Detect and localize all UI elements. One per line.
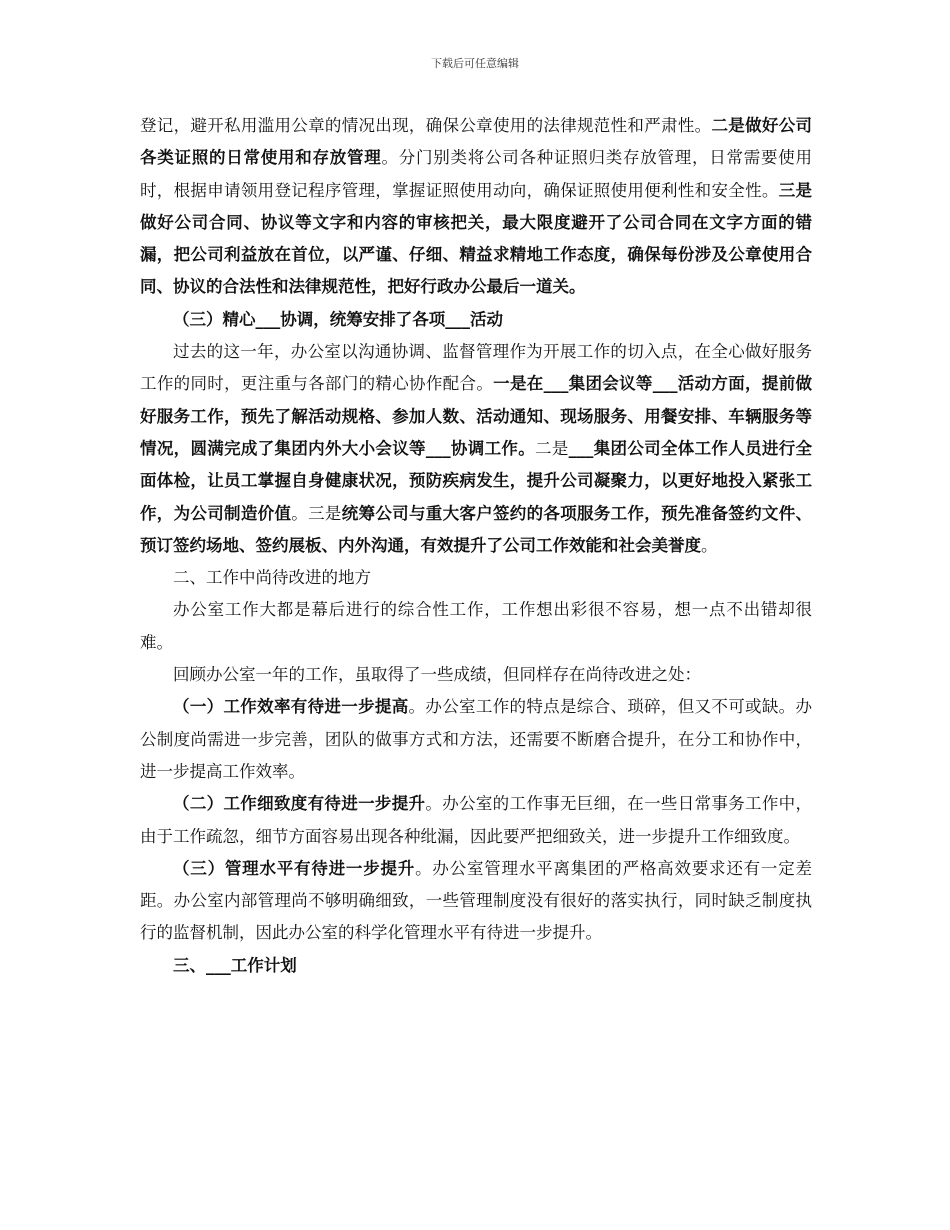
paragraph-bold-text: 二是做好公司各类证照的日常使用和存放管理 — [140, 116, 813, 168]
paragraph-text: 。办公室的工作事无巨细，在一些日常事务工作中，由于工作疏忽，细节方面容易出现各种纰漏，因此要严把细致关，进一步提升工作细致度。 — [140, 794, 813, 846]
paragraph-coordination — [140, 336, 812, 562]
paragraph-bold-text: 一是在___集团会议等___活动方面，提前做好服务工作，预先了解活动规格、参加人数、活动通知、现场服务、用餐安排、车辆服务等情况，圆满完成了集团内外大小会议等___协调工作。 — [140, 374, 813, 458]
paragraph-text: 过去的这一年，办公室以沟通协调、监督管理作为开展工作的切入点，在全心做好服务工作的同时，更注重与各部门的精心协作配合。 — [140, 342, 812, 394]
document-body — [140, 110, 812, 982]
paragraph-bold-text: （一）工作效率有待进一步提高 — [173, 697, 409, 717]
paragraph-text: 。办公室工作的特点是综合、琐碎，但又不可或缺。办公制度尚需进一步完善，团队的做事方式和方法，还需要不断磨合提升，在分工和协作中，进一步提高工作效率。 — [140, 697, 813, 781]
paragraph-improvement-intro: 办公室工作大都是幕后进行的综合性工作，工作想出彩很不容易，想一点不出错却很难。 — [140, 600, 812, 652]
paragraph-text: 二是 — [535, 438, 569, 458]
paragraph-bold-text: ___集团公司全体工作人员进行全面体检，让员工掌握自身健康状况，预防疾病发生，提升公司凝聚力，以更好地投入紧张工作，为公司制造价值 — [140, 438, 813, 523]
paragraph-bold-text: （二）工作细致度有待进一步提升 — [173, 794, 426, 814]
paragraph-text: 。 — [701, 535, 718, 555]
paragraph-efficiency — [140, 691, 812, 788]
paragraph-review: 回顾办公室一年的工作，虽取得了一些成绩，但同样存在尚待改进之处： — [173, 665, 701, 685]
paragraph-bold-text: 统筹公司与重大客户签约的各项服务工作，预先准备签约文件、预订签约场地、签约展板、内外沟通，有效提升了公司工作效能和社会美誉度 — [140, 503, 813, 555]
paragraph-seal-management — [140, 110, 812, 304]
paragraph-management — [140, 853, 812, 950]
page-header: 下载后可任意编辑 — [431, 57, 519, 70]
section-heading-improvements: 二、工作中尚待改进的地方 — [173, 568, 371, 588]
paragraph-detail — [140, 788, 812, 853]
section-heading-coordination: （三）精心___协调，统筹安排了各项___活动 — [173, 309, 503, 329]
paragraph-bold-text: （三）管理水平有待进一步提升 — [173, 858, 416, 878]
paragraph-text: 。分门别类将公司各种证照归类存放管理，日常需要使用时，根据申请领用登记程序管理，掌握证照使用动向，确保证照使用便利性和安全性。 — [140, 148, 812, 200]
paragraph-text: 。三是 — [291, 503, 342, 523]
section-heading-work-plan: 三、___工作计划 — [173, 955, 297, 975]
paragraph-bold-text: 三是做好公司合同、协议等文字和内容的审核把关，最大限度避开了公司合同在文字方面的错漏，把公司利益放在首位，以严谨、仔细、精益求精地工作态度，确保每份涉及公章使用合同、协议的合法性和法律规范性，把好行政办公最后一道关。 — [140, 180, 813, 297]
paragraph-text: 登记，避开私用滥用公章的情况出现，确保公章使用的法律规范性和严肃性。 — [140, 116, 712, 135]
paragraph-text: 。办公室管理水平离集团的严格高效要求还有一定差距。办公室内部管理尚不够明确细致，一些管理制度没有很好的落实执行，同时缺乏制度执行的监督机制，因此办公室的科学化管理水平有待进一步提升。 — [140, 858, 813, 943]
